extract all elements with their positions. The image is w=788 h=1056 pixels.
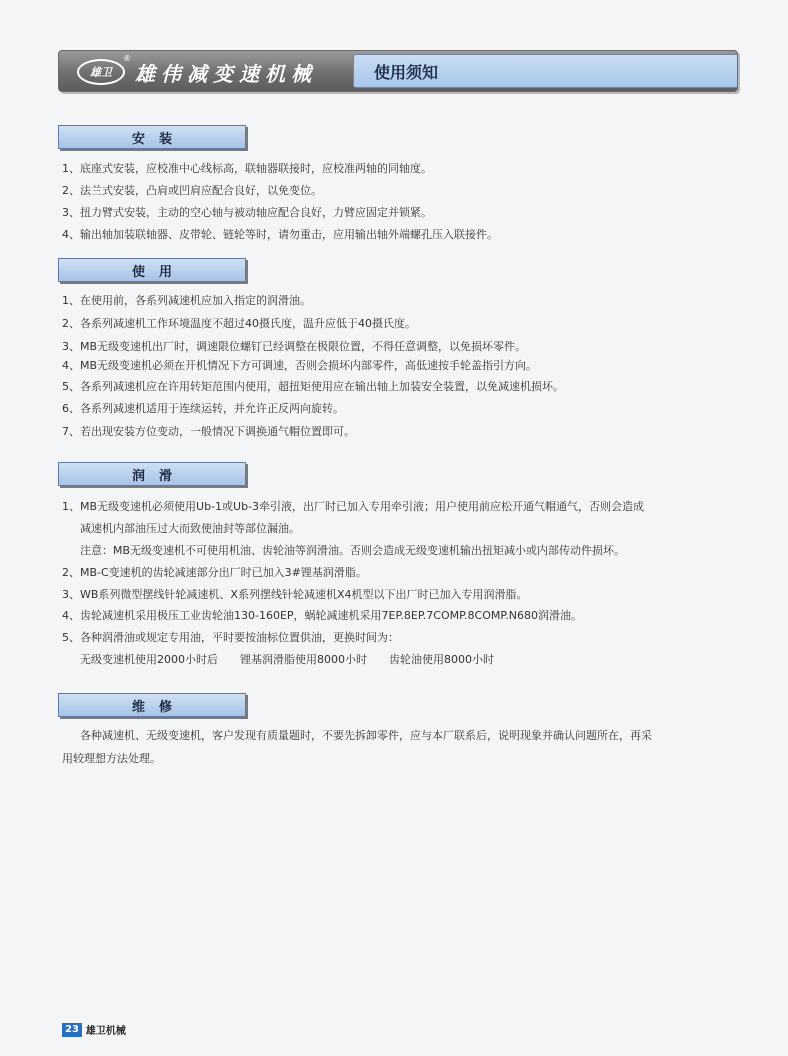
- list-item: 4、输出轴加装联轴器、皮带轮、链轮等时，请勿重击，应用输出轴外端螺孔压入联接件。: [62, 228, 498, 241]
- brand-logo-text: 雄卫: [90, 66, 112, 79]
- note-text: 注意：MB无级变速机不可使用机油、齿轮油等润滑油。否则会造成无级变速机输出扭矩减小或内部传动件损坏。: [80, 544, 626, 557]
- paragraph-line: 各种减速机、无级变速机，客户发现有质量题时，不要先拆卸零件，应与本厂联系后，说明现象并确认问题所在，再采: [80, 729, 652, 742]
- list-item: 2、MB-C变速机的齿轮减速部分出厂时已加入3#锂基润滑脂。: [62, 566, 367, 579]
- list-item: 3、MB无级变速机出厂时，调速限位螺钉已经调整在极限位置，不得任意调整，以免损坏零件。: [62, 340, 527, 353]
- brand-title: 雄伟减变速机械: [135, 62, 317, 86]
- footer-brand: 雄卫机械: [85, 1026, 126, 1037]
- section-heading-repair: [58, 693, 246, 717]
- list-item: 减速机内部油压过大而致使油封等部位漏油。: [80, 522, 300, 535]
- page-title: 使用须知: [374, 63, 439, 82]
- section-title: 使用: [131, 264, 186, 280]
- header-banner: [58, 50, 738, 92]
- section-heading-lubrication: [58, 462, 246, 486]
- page-title-tab: [353, 54, 738, 88]
- list-item: 1、底座式安装，应校准中心线标高，联轴器联接时，应校准两轴的同轴度。: [62, 162, 432, 175]
- page-number: 23: [62, 1023, 82, 1037]
- list-item: 无级变速机使用2000小时后 锂基润滑脂使用8000小时 齿轮油使用8000小时: [80, 653, 494, 666]
- list-item: 5、各系列减速机应在许用转矩范围内使用，超扭矩使用应在输出轴上加装安全装置，以免减速机损坏。: [62, 380, 564, 393]
- list-item: 6、各系列减速机适用于连续运转，并允许正反两向旋转。: [62, 402, 344, 415]
- list-item: 4、齿轮减速机采用极压工业齿轮油130-160EP，蜗轮减速机采用7EP.8EP.7COMP.8COMP.N680润滑油。: [62, 609, 582, 622]
- list-item: 2、各系列减速机工作环境温度不超过40摄氏度，温升应低于40摄氏度。: [62, 317, 416, 330]
- section-title: 维修: [131, 699, 186, 715]
- list-item: 1、在使用前，各系列减速机应加入指定的润滑油。: [62, 294, 311, 307]
- list-item: 5、各种润滑油或规定专用油，平时要按油标位置供油，更换时间为：: [62, 631, 399, 644]
- section-heading-use: [58, 258, 246, 282]
- list-item: 4、MB无级变速机必须在开机情况下方可调速，否则会损坏内部零件，高低速按手轮盖指引方向。: [62, 359, 538, 372]
- list-item: 3、WB系列微型摆线针轮减速机、X系列摆线针轮减速机X4机型以下出厂时已加入专用润滑脂。: [62, 588, 528, 601]
- brand-logo: [77, 59, 125, 85]
- list-item: 1、MB无级变速机必须使用Ub-1或Ub-3牵引液，出厂时已加入专用牵引液；用户使用前应松开通气帽通气，否则会造成: [62, 500, 645, 513]
- section-heading-install: [58, 125, 246, 149]
- section-title: 安装: [131, 131, 186, 147]
- list-item: 3、扭力臂式安装，主动的空心轴与被动轴应配合良好，力臂应固定并锁紧。: [62, 206, 432, 219]
- list-item: 2、法兰式安装，凸肩或凹肩应配合良好，以免变位。: [62, 184, 322, 197]
- registered-mark: ®: [123, 54, 131, 63]
- paragraph-line: 用较理想方法处理。: [62, 752, 161, 765]
- section-title: 润滑: [131, 468, 186, 484]
- page-footer: [62, 1022, 126, 1037]
- list-item: 7、若出现安装方位变动，一般情况下调换通气帽位置即可。: [62, 425, 355, 438]
